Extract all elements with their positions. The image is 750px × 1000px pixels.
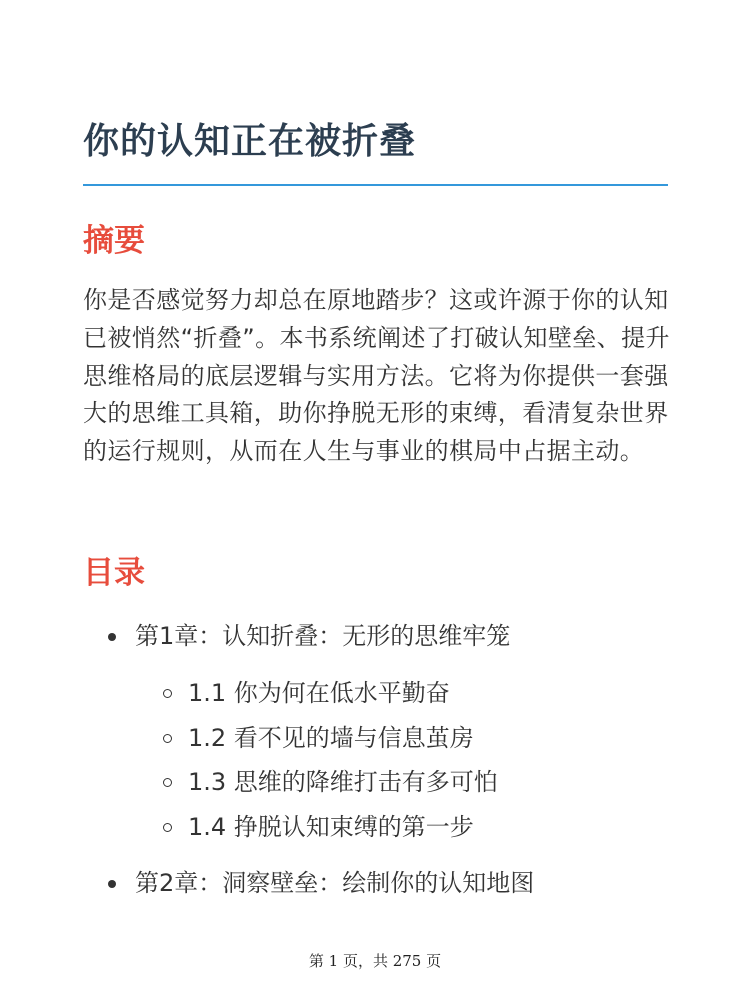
page-number-footer: 第 1 页，共 275 页 [308,952,442,970]
bullet-circle-icon [163,734,172,743]
bullet-disc-icon [108,880,116,888]
toc-section-label: 1.2 看不见的墙与信息茧房 [188,724,474,752]
toc-section-label: 1.1 你为何在低水平勤奋 [188,679,450,707]
abstract-paragraph: 你是否感觉努力却总在原地踏步？这或许源于你的认知已被悄然“折叠”。本书系统阐述了打破认知壁垒、提升思维格局的底层逻辑与实用方法。它将为你提供一套强大的思维工具箱，助你挣脱无形的束缚，看清复杂世界的运行规则，从而在人生与事业的棋局中占据主动。 [83,286,670,466]
toc-heading: 目录 [83,555,145,591]
bullet-disc-icon [108,633,116,641]
document-page [83,0,668,1000]
bullet-circle-icon [163,778,172,787]
abstract-heading: 摘要 [83,223,145,259]
toc-section-label: 1.4 挣脱认知束缚的第一步 [188,813,474,841]
toc-chapter-2-label: 第2章：洞察壁垒：绘制你的认知地图 [135,869,535,897]
document-title: 你的认知正在被折叠 [83,121,417,162]
bullet-circle-icon [163,823,172,832]
toc-chapter-1-label: 第1章：认知折叠：无形的思维牢笼 [135,622,511,650]
toc-section-label: 1.3 思维的降维打击有多可怕 [188,768,498,796]
title-divider [83,184,668,186]
bullet-circle-icon [163,689,172,698]
